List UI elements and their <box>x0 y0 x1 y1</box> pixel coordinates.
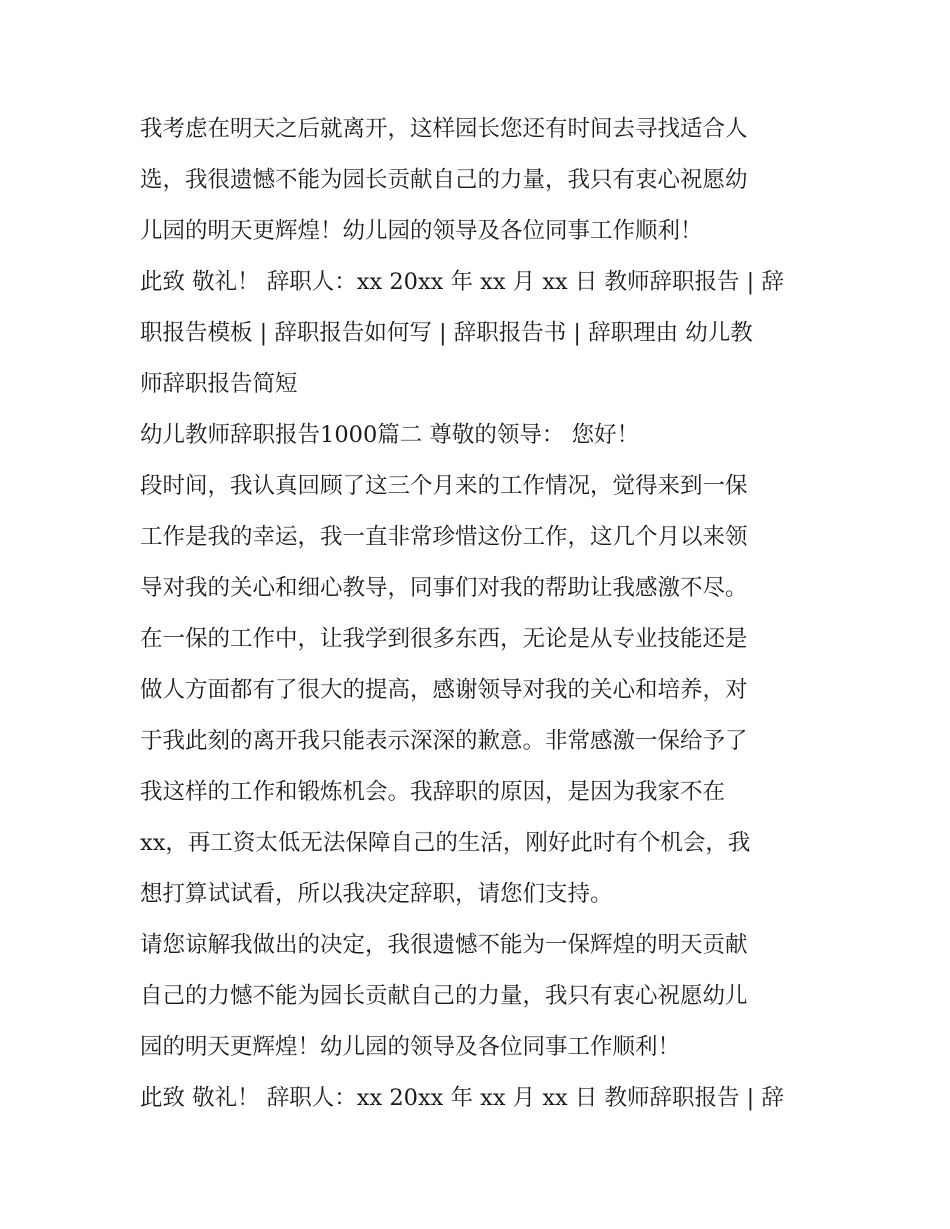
text-line: 园的明天更辉煌！幼儿园的领导及各位同事工作顺利！ <box>140 1034 681 1060</box>
text-line: 做人方面都有了很大的提高，感谢领导对我的关心和培养，对 <box>140 677 748 703</box>
text-line: 段时间，我认真回顾了这三个月来的工作情况，觉得来到一保 <box>140 473 748 499</box>
text-line: 选，我很遗憾不能为园长贡献自己的力量，我只有衷心祝愿幼 <box>140 167 748 193</box>
text-line: 自己的力憾不能为园长贡献自己的力量，我只有衷心祝愿幼儿 <box>140 983 748 1009</box>
section-heading: 幼儿教师辞职报告1000篇二 尊敬的领导： 您好！ <box>140 422 640 448</box>
text-line: 在一保的工作中，让我学到很多东西，无论是从专业技能还是 <box>140 626 748 652</box>
text-line: 想打算试试看，所以我决定辞职，请您们支持。 <box>140 881 613 907</box>
text-line: 我考虑在明天之后就离开，这样园长您还有时间去寻找适合人 <box>140 116 748 142</box>
text-line: 我这样的工作和锻炼机会。我辞职的原因，是因为我家不在 <box>140 779 726 805</box>
text-line: 工作是我的幸运，我一直非常珍惜这份工作，这几个月以来领 <box>140 524 748 550</box>
text-line: 导对我的关心和细心教导，同事们对我的帮助让我感激不尽。 <box>140 575 748 601</box>
document-body <box>140 104 820 1124</box>
text-line: 此致 敬礼！ 辞职人：xx 20xx 年 xx 月 xx 日 教师辞职报告 | 辞 <box>140 1085 784 1111</box>
text-line: 此致 敬礼！ 辞职人：xx 20xx 年 xx 月 xx 日 教师辞职报告 | 辞 <box>140 269 784 295</box>
text-line: 师辞职报告简短 <box>140 371 298 397</box>
text-line: 儿园的明天更辉煌！幼儿园的领导及各位同事工作顺利！ <box>140 218 703 244</box>
text-line: 于我此刻的离开我只能表示深深的歉意。非常感激一保给予了 <box>140 728 748 754</box>
text-line: 职报告模板 | 辞职报告如何写 | 辞职报告书 | 辞职理由 幼儿教 <box>140 320 753 346</box>
text-line: 请您谅解我做出的决定，我很遗憾不能为一保辉煌的明天贡献 <box>140 932 748 958</box>
text-line: xx，再工资太低无法保障自己的生活，刚好此时有个机会，我 <box>140 830 751 856</box>
